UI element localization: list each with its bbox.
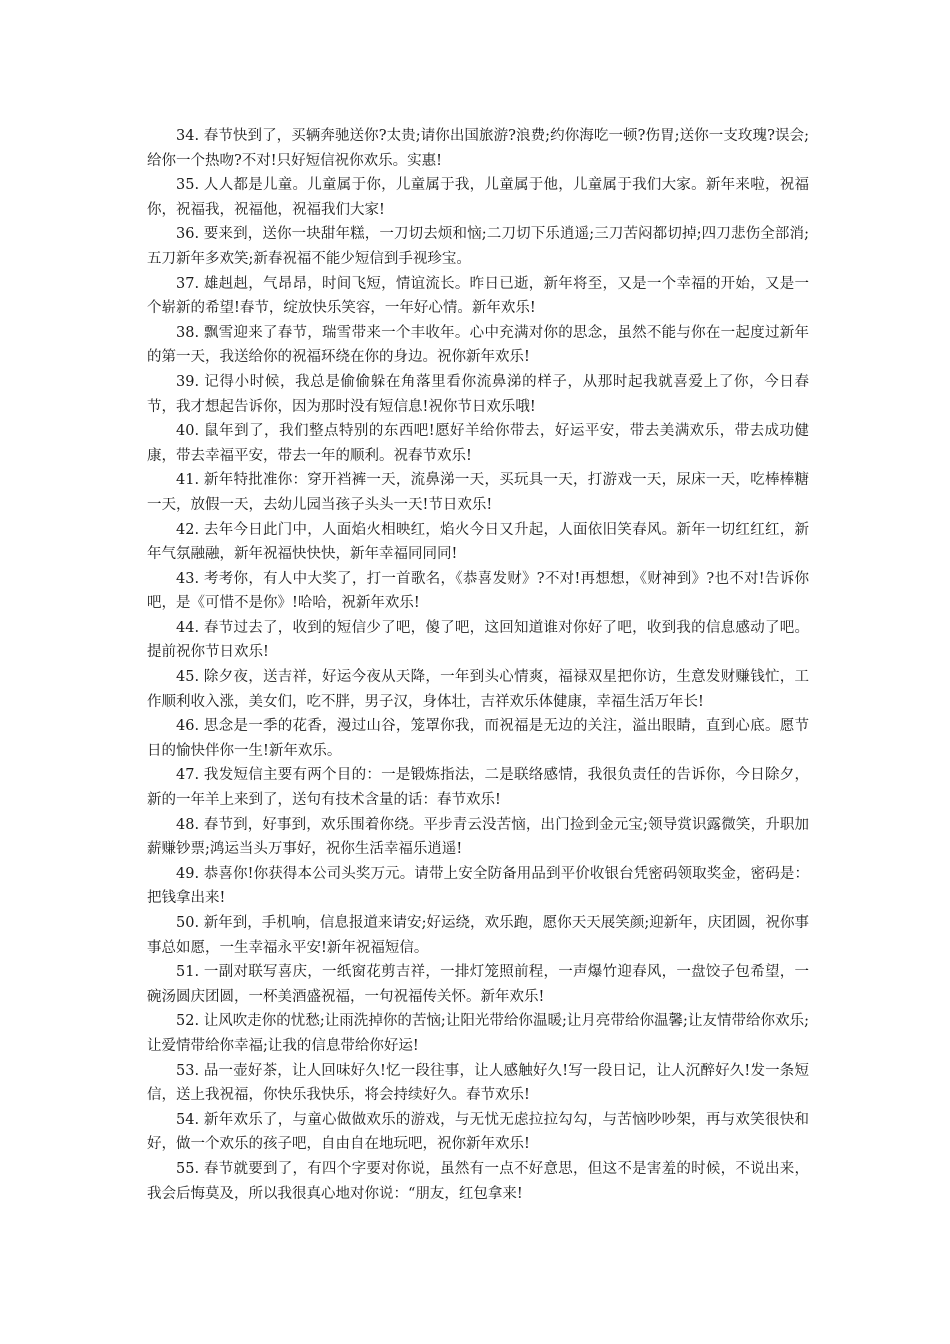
paragraph-46: 46. 思念是一季的花香，漫过山谷，笼罩你我，而祝福是无边的关注，溢出眼睛，直到心底。愿节日的愉快伴你一生!新年欢乐。 [147,718,809,759]
paragraph-36: 36. 要来到，送你一块甜年糕，一刀切去烦和恼;二刀切下乐逍遥;三刀苦闷都切掉;四刀悲伤全部消;五刀新年多欢笑;新春祝福不能少短信到手视珍宝。 [147,226,809,267]
paragraph-38: 38. 飘雪迎来了春节，瑞雪带来一个丰收年。心中充满对你的思念，虽然不能与你在一起度过新年的第一天，我送给你的祝福环绕在你的身边。祝你新年欢乐! [147,324,809,366]
paragraph-52: 52. 让风吹走你的忧愁;让雨洗掉你的苦恼;让阳光带给你温暖;让月亮带给你温馨;让友情带给你欢乐;让爱情带给你幸福;让我的信息带给你好运! [147,1013,809,1054]
paragraph-55: 55. 春节就要到了，有四个字要对你说，虽然有一点不好意思，但这不是害羞的时候，不说出来，我会后悔莫及，所以我很真心地对你说：“朋友，红包拿来! [147,1160,809,1202]
paragraph-50: 50. 新年到，手机响，信息报道来请安;好运绕，欢乐跑，愿你天天展笑颜;迎新年，庆团圆，祝你事事总如愿，一生幸福永平安!新年祝福短信。 [147,915,809,956]
paragraph-48: 48. 春节到，好事到，欢乐围着你绕。平步青云没苦恼，出门捡到金元宝;领导赏识露微笑，升职加薪赚钞票;鸿运当头万事好，祝你生活幸福乐逍遥! [147,816,809,858]
paragraph-39: 39. 记得小时候，我总是偷偷躲在角落里看你流鼻涕的样子，从那时起我就喜爱上了你，今日春节，我才想起告诉你，因为那时没有短信息!祝你节日欢乐哦! [147,373,809,415]
paragraph-45: 45. 除夕夜，送吉祥，好运今夜从天降，一年到头心情爽，福禄双星把你访，生意发财赚钱忙，工作顺利收入涨，美女们，吃不胖，男子汉，身体壮，吉祥欢乐体健康，幸福生活万年长! [147,669,809,710]
paragraph-40: 40. 鼠年到了，我们整点特别的东西吧!愿好羊给你带去，好运平安，带去美满欢乐，带去成功健康，带去幸福平安，带去一年的顺利。祝春节欢乐! [147,423,809,464]
document-body [147,124,809,1206]
paragraph-34: 34. 春节快到了，买辆奔驰送你?太贵;请你出国旅游?浪费;约你海吃一顿?伤胃;送你一支玫瑰?误会;给你一个热吻?不对!只好短信祝你欢乐。实惠! [147,128,809,169]
paragraph-35: 35. 人人都是儿童。儿童属于你，儿童属于我，儿童属于他，儿童属于我们大家。新年来啦，祝福你，祝福我，祝福他，祝福我们大家! [147,177,809,218]
paragraph-51: 51. 一副对联写喜庆，一纸窗花剪吉祥，一排灯笼照前程，一声爆竹迎春风，一盘饺子包希望，一碗汤圆庆团圆，一杯美酒盛祝福，一句祝福传关怀。新年欢乐! [147,964,809,1005]
paragraph-43: 43. 考考你，有人中大奖了，打一首歌名，《恭喜发财》?不对!再想想，《财神到》?也不对!告诉你吧，是《可惜不是你》!哈哈，祝新年欢乐! [147,570,809,612]
paragraph-49: 49. 恭喜你!你获得本公司头奖万元。请带上安全防备用品到平价收银台凭密码领取奖金，密码是：把钱拿出来! [147,865,809,907]
paragraph-44: 44. 春节过去了，收到的短信少了吧，傻了吧，这回知道谁对你好了吧，收到我的信息感动了吧。提前祝你节日欢乐! [147,619,809,661]
paragraph-37: 37. 雄赳赳，气昂昂，时间飞短，情谊流长。昨日已逝，新年将至，又是一个幸福的开始，又是一个崭新的希望!春节，绽放快乐笑容，一年好心情。新年欢乐! [147,275,809,317]
paragraph-54: 54. 新年欢乐了，与童心做做欢乐的游戏，与无忧无虑拉拉勾勾，与苦恼吵吵架，再与欢笑很快和好，做一个欢乐的孩子吧，自由自在地玩吧，祝你新年欢乐! [147,1111,809,1153]
paragraph-41: 41. 新年特批准你：穿开裆裤一天，流鼻涕一天，买玩具一天，打游戏一天，尿床一天，吃棒棒糖一天，放假一天，去幼儿园当孩子头头一天!节日欢乐! [147,472,809,513]
paragraph-42: 42. 去年今日此门中，人面焰火相映红，焰火今日又升起，人面依旧笑春风。新年一切红红红，新年气氛融融，新年祝福快快快，新年幸福同同同! [147,521,809,563]
paragraph-47: 47. 我发短信主要有两个目的：一是锻炼指法，二是联络感情，我很负责任的告诉你，今日除夕，新的一年羊上来到了，送句有技术含量的话：春节欢乐! [147,767,809,809]
paragraph-53: 53. 品一壶好茶，让人回味好久!忆一段往事，让人感触好久!写一段日记，让人沉醉好久!发一条短信，送上我祝福，你快乐我快乐，将会持续好久。春节欢乐! [147,1062,809,1104]
